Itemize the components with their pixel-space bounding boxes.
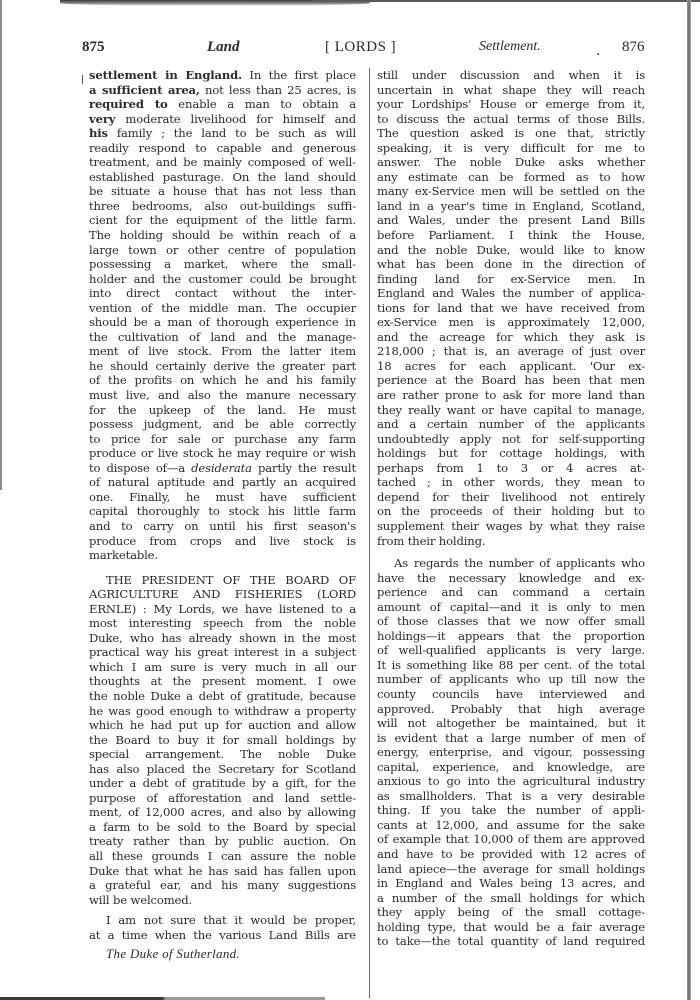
left-column [89, 68, 356, 962]
text-line: tions for land that we have received from [377, 300, 645, 315]
text-line: 218,000 ; that is, an average of just over [377, 344, 645, 359]
text-line: speaking, it is very difficult for me to [377, 140, 645, 155]
running-header [0, 38, 700, 58]
text-line: of those classes that we now offer small [377, 614, 645, 629]
house-label: [ LORDS ] [325, 39, 397, 55]
left-intro-paragraph [89, 68, 356, 563]
text-line: As regards the number of applicants who [394, 556, 645, 571]
text-line: all these grounds I can assure the noble [89, 848, 356, 863]
text-line: one. Finally, he must have sufficient [89, 489, 356, 504]
text-line: he should certainly derive the greater part [89, 358, 356, 373]
right-paragraph-2 [377, 556, 645, 949]
text-line: holdings but for cottage holdings, with [377, 446, 645, 461]
text-line: at a time when the various Land Bills are [89, 927, 356, 942]
text-line: perhaps from 1 to 3 or 4 acres at- [377, 460, 645, 475]
text-line [89, 68, 356, 83]
text-line: for the upkeep of the land. He must [89, 402, 356, 417]
text-line: special arrangement. The noble Duke [89, 747, 356, 762]
text-line [89, 461, 356, 476]
text-line: and have to be provided with 12 acres of [377, 846, 645, 861]
text-line: finding land for ex-Service men. In [377, 271, 645, 286]
text-line: of well-qualified applicants is very large. [377, 643, 645, 658]
speaker-title-line [89, 587, 356, 602]
text-line: capital thoroughly to stock his little farm [89, 504, 356, 519]
text-line: to price for sale or purchase any farm [89, 431, 356, 446]
text-line: and to carry on until his first season's [89, 518, 356, 533]
text-line: capital, experience, and knowledge, are [377, 759, 645, 774]
text-line: established pasturage. On the land should [89, 169, 356, 184]
column-divider [369, 68, 370, 998]
closing-paragraph [89, 913, 356, 942]
italic-run: desiderata [191, 460, 252, 475]
text-line: England and Wales the number of applica- [377, 286, 645, 301]
text-line: to take—the total quantity of land required [377, 934, 645, 949]
text-line: large town or other centre of population [89, 242, 356, 257]
speech-body [89, 616, 356, 907]
text-line: under a debt of gratitude by a gift, for the [89, 776, 356, 791]
speech-text: My Lords, we have listened to a [146, 601, 356, 616]
text-line: from their holding. [377, 533, 486, 548]
text-line: of natural aptitude and partly an acquired [89, 475, 356, 490]
text-line: as smallholders. That is a very desirable [377, 788, 645, 803]
text-line: purpose of afforestation and land settle- [89, 790, 356, 805]
speaker-signature: The Duke of Sutherland. [106, 946, 240, 962]
text-line: which I am sure is very much in all our [89, 659, 356, 674]
text-line: is evident that a large number of men of [377, 730, 645, 745]
margin-mark [82, 75, 83, 84]
text-line [89, 112, 356, 127]
speaker-title: AGRICULTURE AND FISHERIES (LORD [89, 587, 356, 602]
text-line: he was good enough to withdraw a property [89, 703, 356, 718]
header-dot: . [596, 43, 601, 59]
text-run: to dispose of—a [89, 460, 192, 475]
running-title-left: Land [207, 39, 240, 55]
text-line: produce from crops and live stock is [89, 533, 356, 548]
speaker-title-line [89, 573, 356, 588]
text-line: The question asked is one that, strictly [377, 126, 645, 141]
paragraph-spacer [377, 548, 645, 556]
text-line: cient for the equipment of the little farm. [89, 213, 356, 228]
text-line: land in a year's time in England, Scotland, [377, 198, 645, 213]
text-line: depend for their livelihood not entirely [377, 489, 645, 504]
text-line: readily respond to capable and generous [89, 140, 356, 155]
column-number-left: 875 [82, 39, 105, 55]
scan-edge-top [313, 0, 700, 2]
text-line: any estimate can be formed as to how [377, 169, 645, 184]
paragraph-spacer [89, 563, 356, 573]
text-line: 18 acres for each applicant. 'Our ex- [377, 358, 645, 373]
speaker-title: THE PRESIDENT OF THE BOARD OF [106, 572, 356, 587]
text-line: have the necessary knowledge and ex- [377, 570, 645, 585]
text-line: into direct contact without the inter- [89, 286, 356, 301]
text-line: produce or live stock he may require or wish [89, 446, 356, 461]
bold-run: required to [89, 97, 168, 112]
text-line: three bedrooms, also out-buildings suffi- [89, 198, 356, 213]
column-number-right: 876 [622, 39, 645, 55]
bold-run: a sufficient area, [89, 82, 200, 97]
text-line: possess judgment, and be able correctly [89, 417, 356, 432]
text-line: It is something like 88 per cent. of the total [377, 657, 645, 672]
text-line: of the profits on which he and his family [89, 373, 356, 388]
text-line: will be welcomed. [89, 892, 193, 907]
text-line: holdings—it appears that the proportion [377, 628, 645, 643]
text-line: many ex-Service men will be settled on the [377, 184, 645, 199]
text-line: before Parliament. I think the House, [377, 228, 645, 243]
text-line: thoughts at the present moment. I owe [89, 674, 356, 689]
text-line: they really want or have capital to manage, [377, 402, 645, 417]
text-line: the Board to buy it for small holdings by [89, 732, 356, 747]
text-line: a grateful ear, and his many suggestions [89, 878, 356, 893]
text-line: thing. If you take the number of appli- [377, 803, 645, 818]
text-line: the noble Duke a debt of gratitude, because [89, 688, 356, 703]
text-line: county councils have interviewed and [377, 686, 645, 701]
text-run: family ; the land to be such as will [107, 126, 356, 141]
text-line [89, 126, 356, 141]
text-line: ment of live stock. From the latter item [89, 344, 356, 359]
text-line: uncertain in what shape they will reach [377, 82, 645, 97]
text-run: In the first place [242, 68, 356, 82]
scan-edge-right [687, 0, 691, 1000]
right-column [377, 68, 645, 949]
bold-run: settlement in England. [89, 68, 243, 82]
bold-run: very [89, 111, 116, 126]
text-line: perience at the Board has been that men [377, 373, 645, 388]
text-line: will not altogether be maintained, but it [377, 716, 645, 731]
text-line: which he had put up for auction and allow [89, 718, 356, 733]
text-line [89, 83, 356, 98]
text-line: a farm to be sold to the Board by special [89, 819, 356, 834]
text-line: must live, and also the manure necessary [89, 388, 356, 403]
text-line: land apiece—the average for small holdings [377, 861, 645, 876]
text-line: what has been done in the direction of [377, 257, 645, 272]
text-line: and the noble Duke, would like to know [377, 242, 645, 257]
text-line: ex-Service men is approximately 12,000, [377, 315, 645, 330]
text-line: tached ; in other words, they mean to [377, 475, 645, 490]
text-line: Duke, who has already shown in the most [89, 630, 356, 645]
text-line: are rather prone to ask for more land than [377, 388, 645, 403]
text-line: answer. The noble Duke asks whether [377, 155, 645, 170]
text-line: Duke that what he has said has fallen upon [89, 863, 356, 878]
text-line: to discuss the actual terms of those Bills. [377, 111, 645, 126]
text-line: marketable. [89, 548, 158, 563]
text-line: has also placed the Secretary for Scotland [89, 761, 356, 776]
text-run: enable a man to obtain a [167, 97, 356, 112]
text-line: be situate a house that has not less than [89, 184, 356, 199]
text-line: they apply being of the small cottage- [377, 905, 645, 920]
text-line: and a certain number of the applicants [377, 417, 645, 432]
text-run: not less than 25 acres, is [199, 82, 356, 97]
text-line: still under discussion and when it is [377, 68, 645, 82]
text-run: partly the result [251, 460, 356, 475]
text-line: the cultivation of land and the manage- [89, 329, 356, 344]
text-line: of example that 10,000 of them are approved [377, 832, 645, 847]
text-line: and the acreage for which they ask is [377, 329, 645, 344]
text-line: treaty rather than by public auction. On [89, 834, 356, 849]
text-line: amount of capital—and it is only to men [377, 599, 645, 614]
text-line: most interesting speech from the noble [89, 616, 356, 631]
text-line: perience and can command a certain [377, 585, 645, 600]
text-line [89, 97, 356, 112]
text-line: treatment, and be mainly composed of well- [89, 155, 356, 170]
text-line: possessing a market, where the small- [89, 257, 356, 272]
text-line: undoubtedly apply not for self-supporting [377, 431, 645, 446]
text-line: anxious to go into the agricultural industry [377, 774, 645, 789]
text-line: The holding should be within reach of a [89, 228, 356, 243]
text-run: moderate livelihood for himself and [115, 111, 356, 126]
text-line: your Lordships' House or emerge from it, [377, 97, 645, 112]
text-line: ment, of 12,000 acres, and also by allowing [89, 805, 356, 820]
right-paragraph-1 [377, 68, 645, 548]
text-line: number of applicants who up till now the [377, 672, 645, 687]
text-line: supplement their wages by what they raise [377, 518, 645, 533]
text-line: vention of the middle man. The occupier [89, 300, 356, 315]
running-title-right: Settlement. [479, 39, 541, 54]
text-line: practical way his great interest in a subject [89, 645, 356, 660]
text-line: cants at 12,000, and assume for the sake [377, 817, 645, 832]
text-line: in England and Wales being 13 acres, and [377, 876, 645, 891]
text-line: holder and the customer could be brought [89, 271, 356, 286]
speaker-paragraph [89, 573, 356, 908]
text-line: on the proceeds of their holding but to [377, 504, 645, 519]
text-line: holding type, that would be a fair average [377, 919, 645, 934]
text-line: energy, enterprise, and vigour, possessing [377, 745, 645, 760]
speaker-name: ERNLE) : [89, 601, 147, 616]
text-line: a number of the small holdings for which [377, 890, 645, 905]
text-line: approved. Probably that high average [377, 701, 645, 716]
scan-edge-left [0, 0, 2, 490]
text-line: I am not sure that it would be proper, [106, 913, 356, 928]
speaker-name-line [89, 602, 356, 617]
text-line: and Wales, under the present Land Bills [377, 213, 645, 228]
text-line: should be a man of thorough experience in [89, 315, 356, 330]
bold-run: his [89, 126, 108, 141]
